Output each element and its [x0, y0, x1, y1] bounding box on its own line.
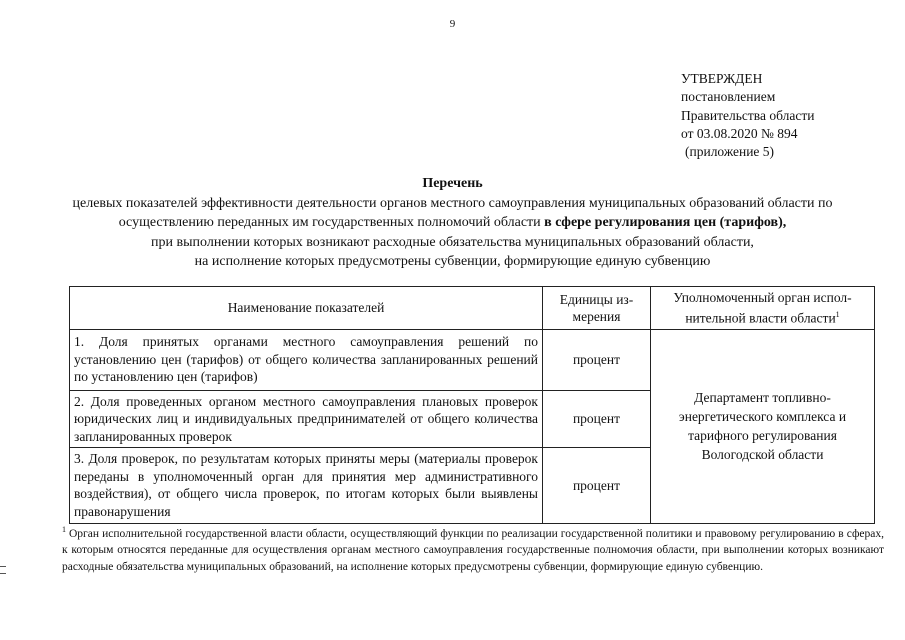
- approval-date: от 03.08.2020 № 894: [681, 125, 798, 141]
- footnote: [62, 522, 884, 575]
- document-title: Перечень: [422, 176, 483, 191]
- subtitle-emphasis: в сфере регулирования цен (тарифов),: [544, 215, 787, 231]
- approval-line: постановлением: [681, 89, 776, 105]
- approval-appendix: (приложение 5): [685, 144, 775, 160]
- subtitle-line: на исполнение которых предусмотрены субвенции, формирующие единую субвенцию: [194, 253, 711, 269]
- indicator-name: 3. Доля проверок, по результатам которых приняты меры (материалы проверок переданы в уполномоченный орган для принятия мер административного воздействия), от общего числа проверок, по итогам которых были выявлены правонарушения: [70, 448, 543, 523]
- table-row: [70, 329, 875, 390]
- footnote-ref: 1: [835, 310, 840, 319]
- subtitle-line: [30, 213, 875, 232]
- approval-stamp: [681, 70, 814, 161]
- indicator-unit: процент: [543, 329, 651, 390]
- header-unit: Единицы из-мерения: [543, 287, 651, 330]
- indicator-name: 2. Доля проведенных органом местного самоуправления плановых проверок юридических лиц и индивидуальных предпринимателей от общего количества запланированных проверок: [70, 390, 543, 448]
- footnote-text: Орган исполнительной государственной власти области, осуществляющий функции по реализации государственной политики и правовому регулированию в сферах, к которым относятся переданные для осуществления органам местного самоуправления государственные полномочия области, при выполнении которых возникают расходные обязательства муниципальных образований, на исполнение которых предусмотрены субвенции, формирующие единую субвенцию.: [62, 527, 884, 573]
- indicator-name: 1. Доля принятых органами местного самоуправления решений по установлению цен (тарифов) от общего количества запланированных решений по установлению цен (тарифов): [70, 329, 543, 390]
- subtitle-text: осуществлению переданных им государственных полномочий области: [118, 215, 545, 231]
- approval-title: УТВЕРЖДЕН: [681, 71, 763, 86]
- indicator-unit: процент: [543, 448, 651, 523]
- table-header-row: [70, 287, 875, 330]
- footnote-marker: 1: [62, 525, 66, 534]
- header-org-text: Уполномоченный орган испол-нительной власти области: [673, 290, 852, 326]
- page-number: 9: [449, 18, 456, 30]
- subtitle-line: целевых показателей эффективности деятельности органов местного самоуправления муниципальных образований области по: [72, 196, 833, 211]
- header-org: [651, 287, 875, 330]
- indicator-unit: процент: [543, 390, 651, 448]
- scan-edge-mark: [0, 566, 6, 574]
- document-subtitle: [30, 194, 875, 271]
- header-name: Наименование показателей: [70, 287, 543, 330]
- indicators-table: [69, 286, 875, 524]
- subtitle-line: при выполнении которых возникают расходные обязательства муниципальных образований области,: [151, 234, 754, 250]
- authority-cell: Департамент топливно-энергетического комплекса и тарифного регулирования Вологодской области: [651, 329, 875, 523]
- approval-line: Правительства области: [681, 107, 815, 123]
